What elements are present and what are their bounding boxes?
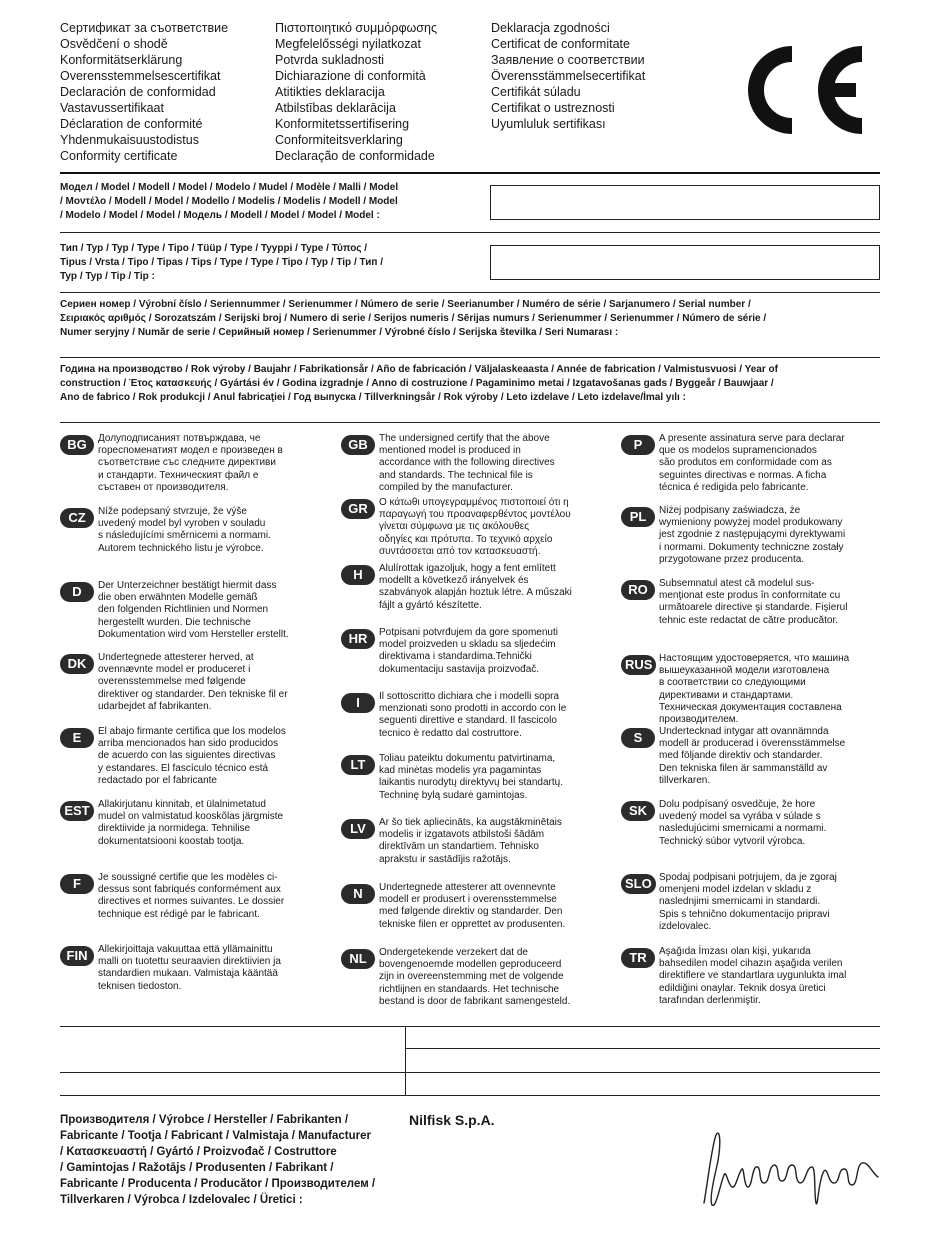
language-badge: D [60, 582, 94, 602]
title-bg: Сертификат за съответствие [60, 21, 229, 35]
serial-number-label: Сериен номер / Výrobní číslo / Seriennummer / Serienummer / Número de serie / Seerianumber / Numéro de série / Sarjanumero / Serial number / Σειριακός αριθμός / Sorozatszám / Serijski broj / Numero di serie / Serijos numeris / Sērijas numurs / Serienummer / Serienummer / Número de série / Numer seryjny / Număr de serie / Серийный номер / Serienummer / Výrobné číslo / Serijska številka / Seri Numarası : [60, 299, 767, 338]
language-badge: GB [341, 435, 375, 455]
title-gr: Πιστοποιητικό συμμόρφωσης [275, 21, 437, 35]
declaration-text: Il sottoscritto dichiara che i modelli sopra menzionati sono prodotti in accordo con le seguenti direttive e standard. Il fascicolo tecnico è redatto dal costruttore. [379, 691, 567, 739]
language-badge: E [60, 728, 94, 748]
declaration-text: Ondergetekende verzekert dat de bovengenoemde modellen geproduceerd zijn in overeenstemming met de volgende richtlijnen en standaards. Het technische bestand is door de fabrikant samengesteld. [379, 947, 571, 1007]
ce-mark-logo [728, 40, 868, 140]
language-badge: PL [621, 507, 655, 527]
table-line [60, 1095, 880, 1096]
title-sk: Certifikát súladu [491, 85, 581, 99]
language-badge: N [341, 884, 375, 904]
language-badge: S [621, 728, 655, 748]
language-badge: TR [621, 948, 655, 968]
manufacturer-name: Nilfisk S.p.A. [409, 1112, 495, 1128]
title-pt: Declaração de conformidade [275, 149, 435, 163]
language-badge: RUS [621, 655, 656, 675]
title-hr: Potvrda sukladnosti [275, 53, 385, 67]
title-pl: Deklaracja zgodności [491, 21, 610, 35]
declaration-text: Je soussigné certifie que les modèles ci- dessus sont fabriqués conformément aux directives et normes suivantes. Le dossier technique est rédigé par le fabricant. [98, 872, 285, 920]
language-badge: HR [341, 629, 375, 649]
language-badge: CZ [60, 508, 94, 528]
divider [60, 232, 880, 233]
declaration-text: Ar šo tiek apliecināts, ka augstākminētais modelis ir izgatavots atbilstoši šādām direktīvām un standartiem. Tehnisko aprakstu ir sastādījis ražotājs. [379, 817, 562, 865]
table-line [60, 1072, 880, 1073]
divider [60, 422, 880, 423]
title-cz: Osvědčení o shodě [60, 37, 168, 51]
type-field[interactable] [490, 245, 880, 280]
declaration-text: Aşağıda İmzası olan kişi, yukarıda bahsedilen model cihazın aşağıda verilen direktiflere ve standartlara uygunlukta imal edildiğini onaylar. Teknik dosya üretici tarafından derlenmiştir. [659, 946, 847, 1006]
title-hu: Megfelelősségi nyilatkozat [275, 37, 421, 51]
declaration-text: Allekirjoittaja vakuuttaa että yllämainittu malli on tuotettu seuraavien direktiivien ja standardien mukaan. Valmistaja kääntää teknisen tiedoston. [98, 944, 281, 992]
divider [60, 357, 880, 358]
language-badge: BG [60, 435, 94, 455]
language-badge: DK [60, 654, 94, 674]
title-slo: Certifikat o ustreznosti [491, 101, 615, 115]
declaration-text: Der Unterzeichner bestätigt hiermit dass die oben erwähnten Modelle gemäß den folgenden Richtlinien und Normen hergestellt wurden. Die technische Dokumentation wird vom Hersteller erstellt. [98, 580, 289, 640]
declaration-text: A presente assinatura serve para declarar que os modelos supramencionados são produtos em conformidade com as seguintes directivas e normas. A ficha técnica é redigida pelo fabricante. [659, 433, 845, 493]
language-badge: EST [60, 801, 94, 821]
language-badge: GR [341, 499, 375, 519]
declaration-text: Настоящим удостоверяется, что машина вышеуказанной модели изготовлена в соответствии со следующими директивами и стандартами. Техническая документация составлена производителем. [659, 653, 850, 726]
language-badge: SK [621, 801, 655, 821]
title-est: Vastavussertifikaat [60, 101, 164, 115]
titles-column-1 [60, 20, 228, 164]
declaration-text: Toliau pateiktu dokumentu patvirtinama, kad minėtas modelis yra pagamintas laikantis nurodytų direktyvų bei standartų. Techninę bylą sudarė gamintojas. [379, 753, 563, 801]
title-ro: Certificat de conformitate [491, 37, 630, 51]
language-badge: NL [341, 949, 375, 969]
table-divider [405, 1026, 406, 1095]
divider [60, 292, 880, 293]
declaration-text: Níže podepsaný stvrzuje, že výše uvedený model byl vyroben v souladu s následujícími směrnicemi a normami. Autorem technického listu je výrobce. [98, 506, 271, 554]
titles-column-2 [275, 20, 437, 164]
model-field[interactable] [490, 185, 880, 220]
declaration-text: Alulírottak igazoljuk, hogy a fent említett modellt a következő irányelvek és szabványok alapján hoztuk létre. A műszaki fájlt a gyártó készítette. [379, 563, 572, 611]
language-badge: H [341, 565, 375, 585]
language-badge: I [341, 693, 375, 713]
title-tr: Uyumluluk sertifikası [491, 117, 606, 131]
title-fin: Yhdenmukaisuustodistus [60, 133, 199, 147]
title-fr: Déclaration de conformité [60, 117, 203, 131]
declaration-text: Undertegnede attesterer herved, at ovennævnte model er produceret i overensstemmelse med følgende direktiver og standarder. Den tekniske fil er udarbejdet af fabrikanten. [98, 652, 288, 712]
title-gb: Conformity certificate [60, 149, 178, 163]
declaration-text: Undertegnede attesterer att ovennevnte modell er produsert i overensstemmelse med følgende direktiv og standarder. Den tekniske filen er opprettet av produsenten. [379, 882, 566, 930]
title-dk: Overensstemmelsescertifikat [60, 69, 221, 83]
language-badge: P [621, 435, 655, 455]
language-badge: RO [621, 580, 655, 600]
directives-table [60, 1026, 880, 1096]
declaration-text: Undertecknad intygar att ovannämnda modell är producerad i överensstämmelse med följande direktiv och standarder. Den tekniska filen är sammanställd av tillverkaren. [659, 726, 846, 786]
declaration-text: Allakirjutanu kinnitab, et ülalnimetatud mudel on valmistatud kooskõlas järgmiste direktiivide ja normidega. Tehnilise dokumentatsiooni koostab tootja. [98, 799, 284, 847]
title-nl: Conformiteitsverklaring [275, 133, 403, 147]
titles-column-3 [491, 20, 645, 132]
language-badge: FIN [60, 946, 94, 966]
declaration-text: Spodaj podpisani potrjujem, da je zgoraj omenjeni model izdelan v skladu z naslednjimi smernicami in standardi. Spis s tehnično dokumentacijo pripravi izdelovalec. [659, 872, 837, 932]
table-line [60, 1026, 880, 1027]
header-divider [60, 172, 880, 174]
declaration-text: The undersigned certify that the above mentioned model is produced in accordance with the following directives and standards. The technical file is compiled by the manufacturer. [379, 433, 555, 493]
title-se: Överensstämmelsecertifikat [491, 69, 646, 83]
signature-image [690, 1125, 890, 1215]
title-it: Dichiarazione di conformità [275, 69, 426, 83]
year-of-construction-label: Година на производство / Rok výroby / Baujahr / Fabrikationsår / Año de fabricación / Väljalaskeaasta / Année de fabrication / Valmistusvuosi / Year of construction / Έτος κατασκευής / Gyártási év / Godina izgradnje / Anno di costruzione / Pagaminimo metai / Izgatavošanas gads / Byggeår / Bauwjaar / Ano de fabrico / Rok produkcji / Anul fabricaţiei / Год выпуска / Tillverkningsår / Rok výroby / Leto izdelave / Leto izdelave/İmal yılı : [60, 364, 778, 403]
title-lt: Atitikties deklaracija [275, 85, 385, 99]
type-label: Тип / Typ / Typ / Type / Tipo / Tüüp / Type / Tyyppi / Type / Τύπος / Tipus / Vrsta / Tipo / Tipas / Tips / Type / Type / Tipo / Typ / Tip / Тип / Typ / Typ / Tip / Tip : [60, 243, 383, 282]
declaration-text: Ο κάτωθι υπογεγραμμένος πιστοποιεί ότι η παραγωγή του προαναφερθέντος μοντέλου γίνεται σύμφωνα με τις ακόλουθες οδηγίες και πρότυπα. Το τεχνικό αρχείο συντάσσεται από τον κατασκευαστή. [379, 497, 571, 557]
manufacturer-label: Производителя / Výrobce / Hersteller / Fabrikanten / Fabricante / Tootja / Fabricant / Valmistaja / Manufacturer / Κατασκευαστή / Gyártó / Proizvođač / Costruttore / Gamintojas / Ražotājs / Produsenten / Fabrikant / Fabricante / Producenta / Producător / Производителем / Tillverkaren / Výrobca / Izdelovalec / Üretici : [60, 1114, 376, 1206]
language-badge: F [60, 874, 94, 894]
language-badge: LV [341, 819, 375, 839]
declaration-text: Potpisani potvrđujem da gore spomenuti model proizveden u skladu sa sljedećim direktivama i standardima.Tehnički dokumentaciju sastavija proizvođač. [379, 627, 558, 675]
model-label: Модел / Model / Modell / Model / Modelo / Mudel / Modèle / Malli / Model / Μοντέλο / Modell / Model / Modello / Modelis / Modelis / Modell / Model / Modelo / Model / Model / Модель / Modell / Model / Model / Model : [60, 182, 399, 221]
table-line [405, 1048, 880, 1049]
declaration-text: El abajo firmante certifica que los modelos arriba mencionados han sido producidos de acuerdo con las siguientes directivas y estandares. El fascículo técnico está redactado por el fabricante [98, 726, 286, 786]
title-lv: Atbilstības deklarācija [275, 101, 396, 115]
declaration-text: Niżej podpisany zaświadcza, że wymieniony powyżej model produkowany jest zgodnie z następującymi dyrektywami i normami. Dokumenty techniczne zostały przygotowane przez producenta. [659, 505, 846, 565]
language-badge: SLO [621, 874, 656, 894]
title-no: Konformitetssertifisering [275, 117, 410, 131]
title-ru: Заявление о соответствии [491, 53, 645, 67]
declaration-text: Dolu podpísaný osvedčuje, že hore uvedený model sa vyrába v súlade s nasledujúcimi smernicami a normami. Technický súbor vytvoril výrobca. [659, 799, 827, 847]
declaration-text: Subsemnatul atest că modelul sus- menţionat este produs în conformitate cu următoarele directive şi standarde. Fişierul tehnic este redactat de către producător. [659, 578, 848, 626]
title-de: Konformitätserklärung [60, 53, 183, 67]
title-es: Declaración de conformidad [60, 85, 216, 99]
certificate-titles [60, 20, 720, 170]
language-badge: LT [341, 755, 375, 775]
declaration-text: Долуподписаният потвърждава, че гореспоменатият модел е произведен в съответствие със следните директиви и стандарти. Техническият файл е съставен от производителя. [98, 433, 283, 493]
